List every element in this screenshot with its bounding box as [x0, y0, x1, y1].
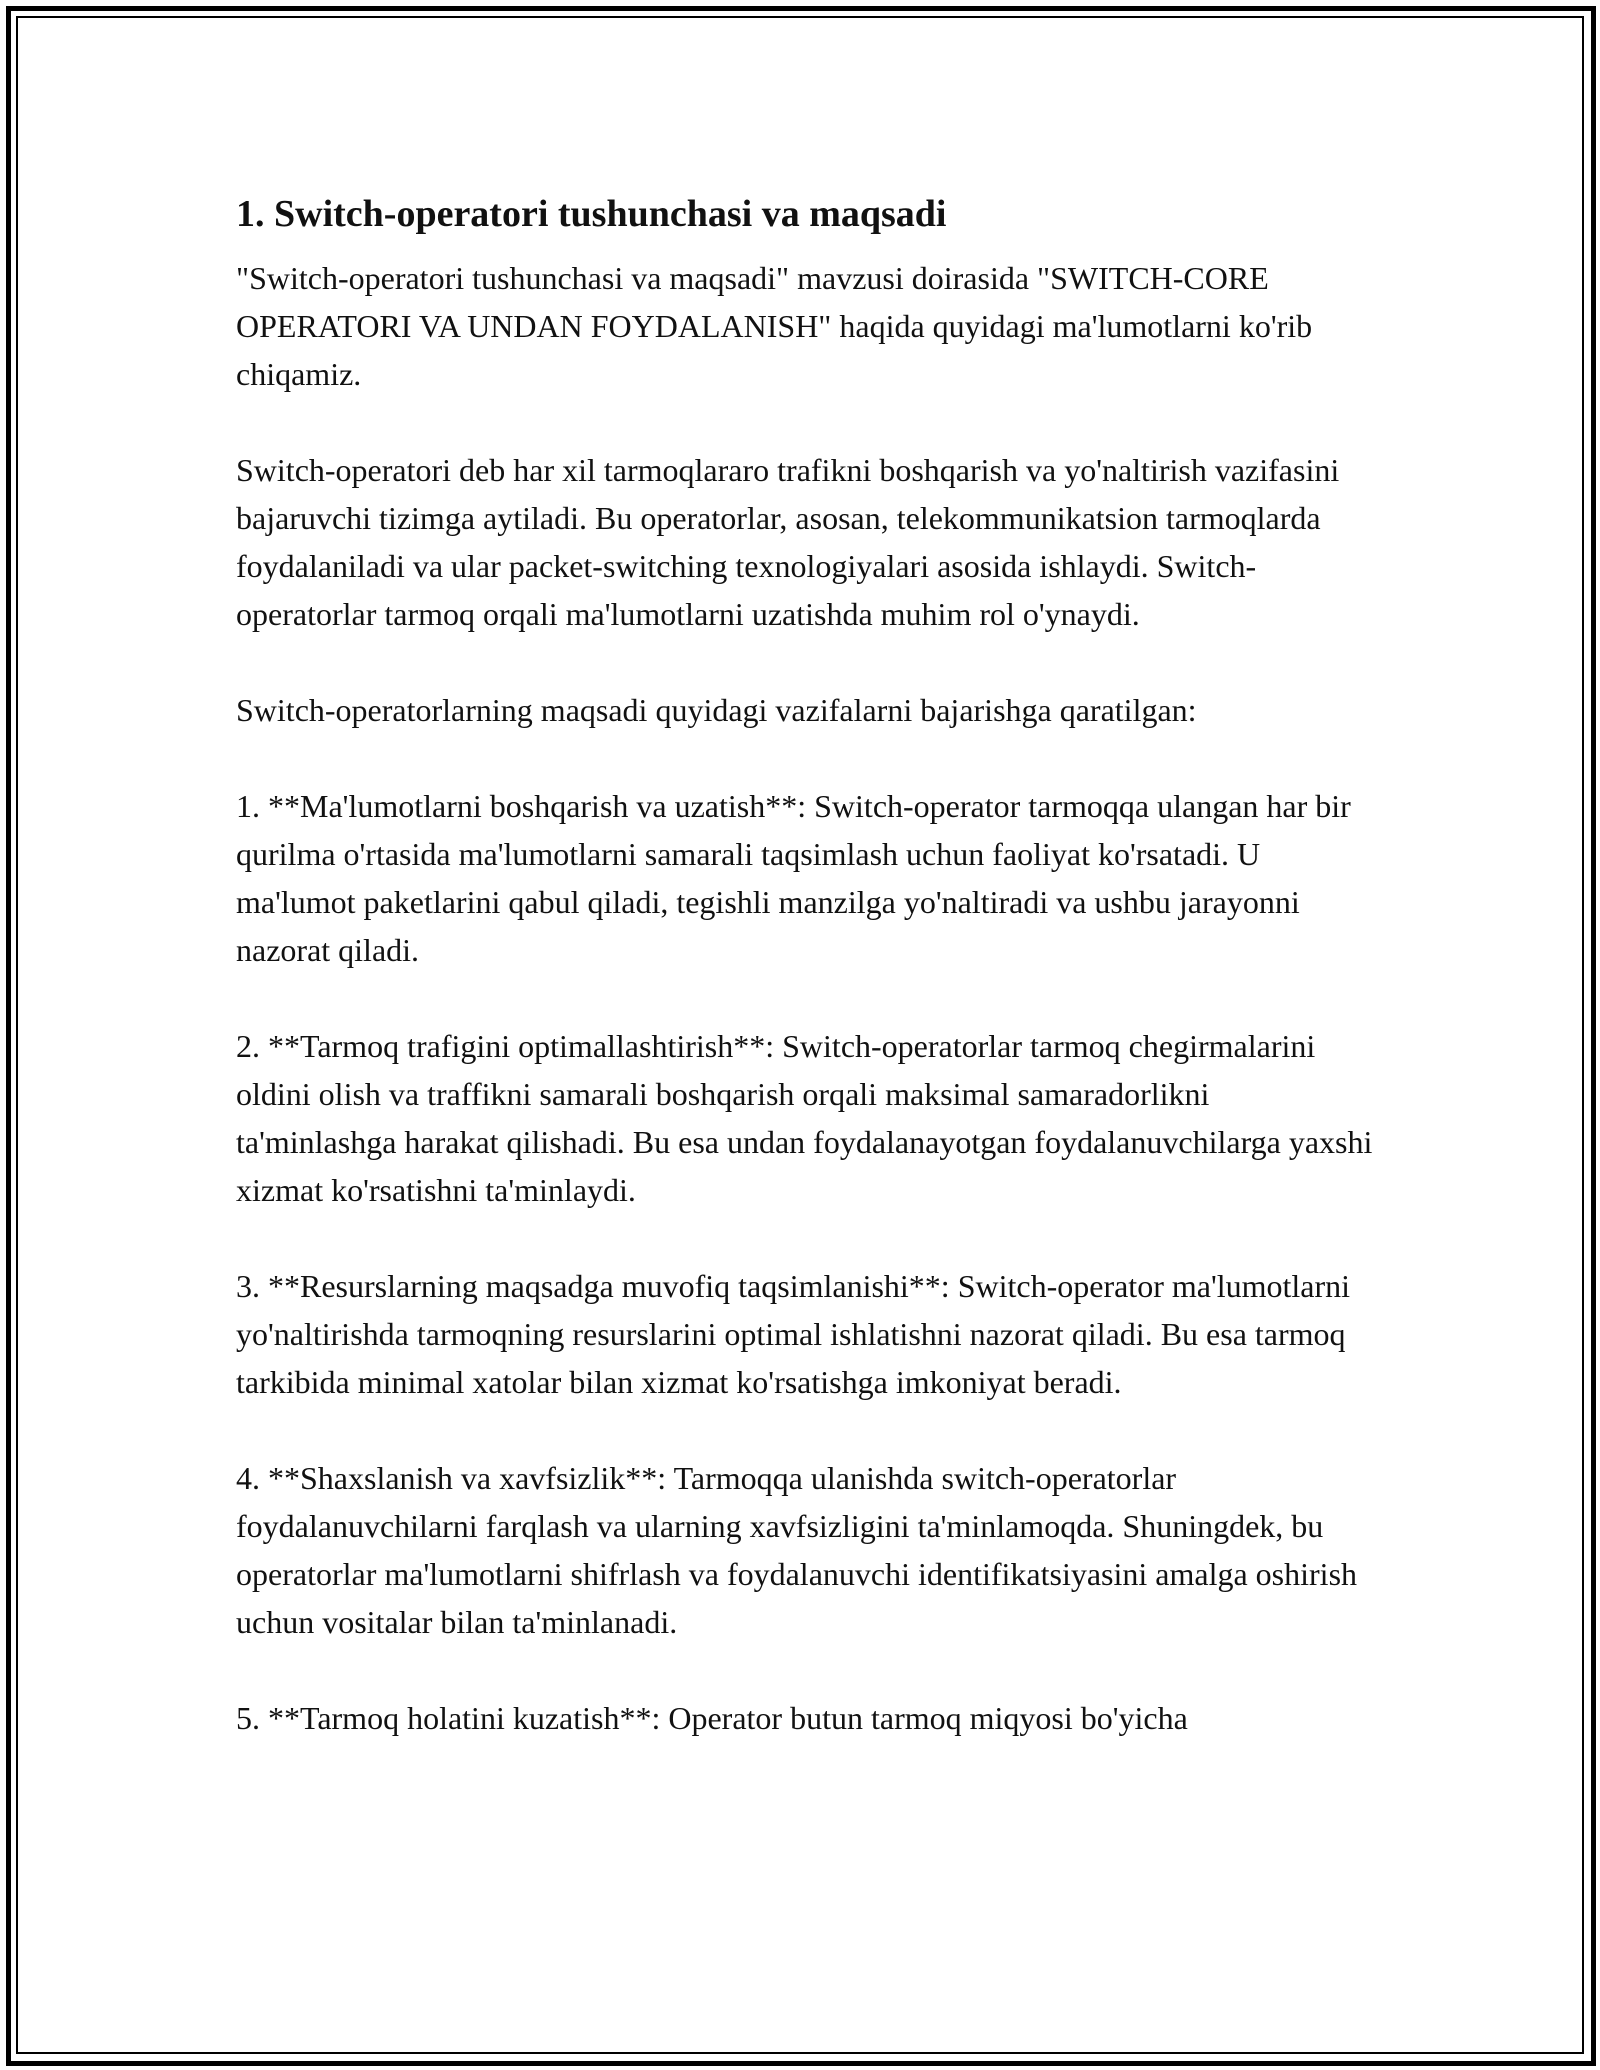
section-heading: 1. Switch-operatori tushunchasi va maqsadi — [236, 193, 947, 235]
list-item-1: 1. **Ma'lumotlarni boshqarish va uzatish**: Switch-operator tarmoqqa ulangan har bir qurilma o'rtasida ma'lumotlarni samarali taqsimlash uchun faoliyat ko'rsatadi. U ma'lumot paketlarini qabul qiladi, tegishli manzilga yo'naltiradi va ushbu jarayonni nazorat qiladi. — [236, 788, 1351, 968]
intro-paragraph: "Switch-operatori tushunchasi va maqsadi" mavzusi doirasida "SWITCH-CORE OPERATORI VA UNDAN FOYDALANISH" haqida quyidagi ma'lumotlarni ko'rib chiqamiz. — [236, 260, 1313, 392]
definition-paragraph: Switch-operatori deb har xil tarmoqlararo trafikni boshqarish va yo'naltirish vazifasini bajaruvchi tizimga aytiladi. Bu operatorlar, asosan, telekommunikatsion tarmoqlarda foydalaniladi va ular packet-switching texnologiyalari asosida ishlaydi. Switch-operatorlar tarmoq orqali ma'lumotlarni uzatishda muhim rol o'ynaydi. — [236, 452, 1340, 632]
list-item-5: 5. **Tarmoq holatini kuzatish**: Operator butun tarmoq miqyosi bo'yicha — [236, 1700, 1188, 1736]
list-item-3: 3. **Resurslarning maqsadga muvofiq taqsimlanishi**: Switch-operator ma'lumotlarni yo'naltirishda tarmoqning resurslarini optimal ishlatishni nazorat qiladi. Bu esa tarmoq tarkibida minimal xatolar bilan xizmat ko'rsatishga imkoniyat beradi. — [236, 1268, 1351, 1400]
document-body — [236, 186, 1376, 1790]
list-item-2: 2. **Tarmoq trafigini optimallashtirish**: Switch-operatorlar tarmoq chegirmalarini oldini olish va traffikni samarali boshqarish orqali maksimal samaradorlikni ta'minlashga harakat qilishadi. Bu esa undan foydalanayotgan foydalanuvchilarga yaxshi xizmat ko'rsatishni ta'minlaydi. — [236, 1028, 1373, 1208]
purpose-paragraph: Switch-operatorlarning maqsadi quyidagi vazifalarni bajarishga qaratilgan: — [236, 692, 1197, 728]
list-item-4: 4. **Shaxslanish va xavfsizlik**: Tarmoqqa ulanishda switch-operatorlar foydalanuvchilarni farqlash va ularning xavfsizligini ta'minlamoqda. Shuningdek, bu operatorlar ma'lumotlarni shifrlash va foydalanuvchi identifikatsiyasini amalga oshirish uchun vositalar bilan ta'minlanadi. — [236, 1460, 1358, 1640]
